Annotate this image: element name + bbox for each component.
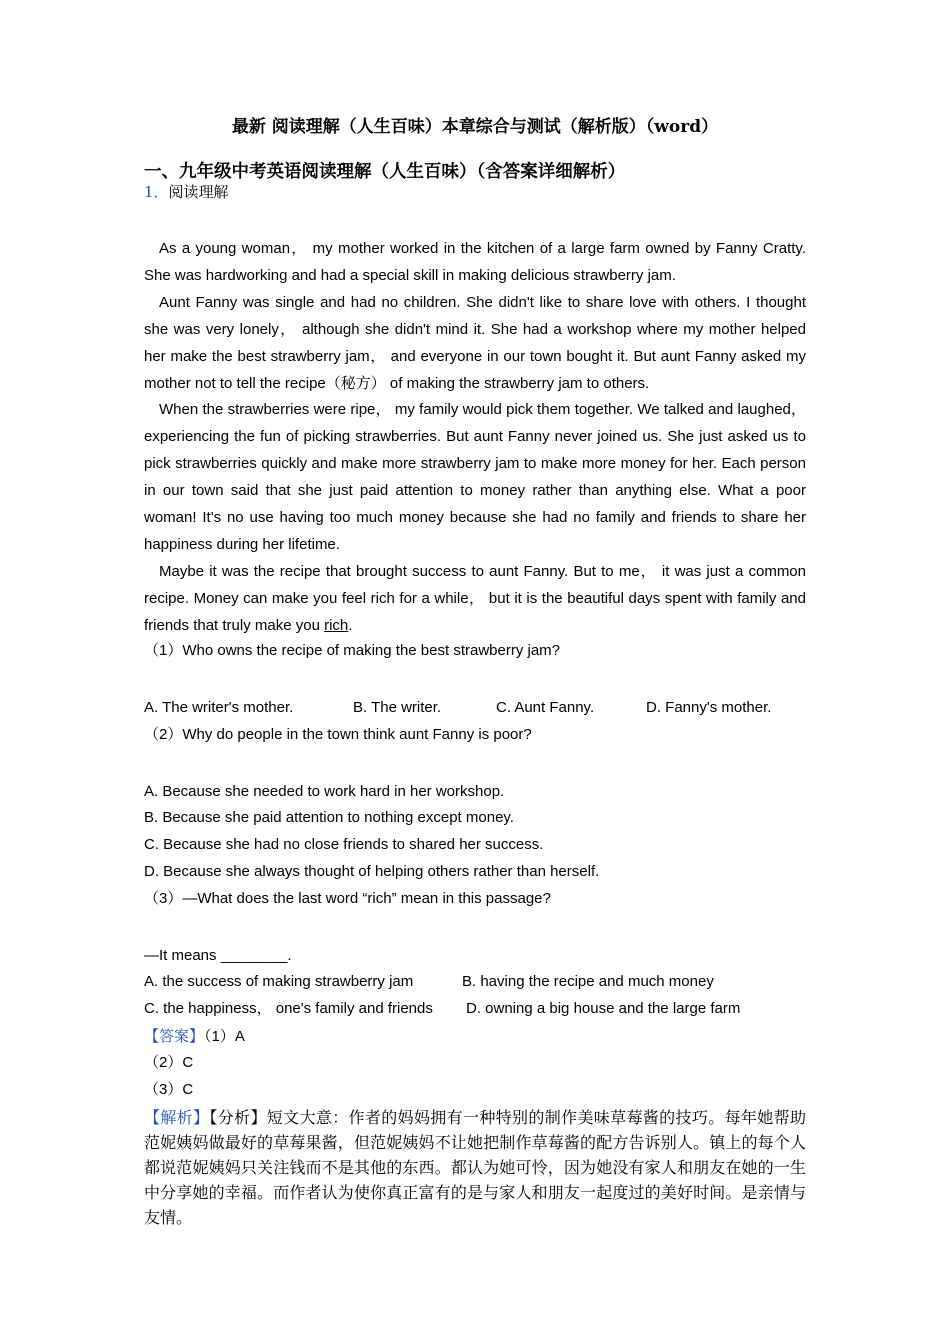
question-1-options: [144, 698, 806, 718]
passage-paragraph-2: Aunt Fanny was single and had no children. She didn't like to share love with others. I thought she was very lonely， although she didn't mind it. She had a workshop where my mother helped her make the best strawberry jam， and everyone in our town bought it. But aunt Fanny asked my mother not to tell the recipe（秘方） of making the strawberry jam to others.: [144, 293, 806, 392]
document-title: 最新 阅读理解（人生百味）本章综合与测试（解析版）（word）: [231, 117, 719, 137]
q3-option-b: B. having the recipe and much money: [462, 973, 714, 990]
answer-3: （3）C: [144, 1081, 194, 1098]
question-2-stem: （2）Why do people in the town think aunt Fanny is poor?: [144, 726, 532, 743]
q3-option-c: C. the happiness， one's family and friends: [144, 1000, 433, 1017]
analysis-tag: 【解析】: [144, 1108, 210, 1127]
question-number: 1．: [144, 183, 169, 201]
passage-paragraph-1: As a young woman， my mother worked in the kitchen of a large farm owned by Fanny Cratty. She was hardworking and had a special skill in making delicious strawberry jam.: [144, 240, 806, 284]
question-3-options-row-2: [144, 999, 806, 1019]
passage-paragraph-3: When the strawberries were ripe， my family would pick them together. We talked and laughed， experiencing the fun of picking strawberries. But aunt Fanny never joined us. She just asked us to pick strawberries quickly and make more strawberry jam to make more money for her. Each person in our town said that she just paid attention to money rather than anything else. What a poor woman! It's no use having too much money because she had no family and friends to share her happiness during her lifetime.: [144, 401, 806, 553]
q2-option-d: D. Because she always thought of helping others rather than herself.: [144, 863, 600, 880]
analysis-paragraph: [144, 1105, 806, 1230]
answer-2: （2）C: [144, 1054, 194, 1071]
question-type: 阅读理解: [168, 183, 229, 201]
analysis-text: 【分析】短文大意：作者的妈妈拥有一种特别的制作美味草莓酱的技巧。每年她帮助范妮姨妈做最好的草莓果酱，但范妮姨妈不让她把制作草莓酱的配方告诉别人。镇上的每个人都说范妮姨妈只关注钱而不是其他的东西。都认为她可怜，因为她没有家人和朋友在她的一生中分享她的幸福。而作者认为使你真正富有的是与家人和朋友一起度过的美好时间。是亲情与友情。: [144, 1108, 806, 1227]
question-3-options-row-1: [144, 972, 806, 992]
q3-option-d: D. owning a big house and the large farm: [466, 1000, 741, 1017]
answer-line: [144, 1026, 245, 1047]
q1-option-a: A. The writer's mother.: [144, 699, 294, 716]
reading-passage: [144, 236, 806, 640]
q1-option-d: D. Fanny's mother.: [646, 699, 772, 716]
q1-option-c: C. Aunt Fanny.: [496, 699, 595, 716]
q3-option-a: A. the success of making strawberry jam: [144, 973, 414, 990]
question-header: [144, 182, 229, 202]
underlined-word-rich: rich: [324, 616, 349, 634]
q2-option-b: B. Because she paid attention to nothing except money.: [144, 809, 514, 826]
passage-paragraph-4: [144, 559, 806, 640]
question-3-stem: （3）—What does the last word “rich” mean in this passage?: [144, 890, 551, 907]
section-heading: 一、九年级中考英语阅读理解（人生百味）（含答案详细解析）: [144, 162, 626, 182]
passage-p4-text: Maybe it was the recipe that brought success to aunt Fanny. But to me， it was just a common recipe. Money can make you feel rich for a while， but it is the beautiful days spent with family and friends that truly make you: [144, 562, 806, 634]
q2-option-a: A. Because she needed to work hard in her workshop.: [144, 783, 505, 800]
passage-p4-end: .: [348, 616, 353, 634]
answer-tag: 【答案】: [144, 1027, 205, 1045]
question-1-stem: （1）Who owns the recipe of making the best strawberry jam?: [144, 642, 561, 659]
answer-1: （1）A: [204, 1028, 245, 1045]
q2-option-c: C. Because she had no close friends to shared her success.: [144, 836, 544, 853]
q3-blank-line: —It means ________.: [144, 947, 292, 964]
q1-option-b: B. The writer.: [353, 699, 442, 716]
